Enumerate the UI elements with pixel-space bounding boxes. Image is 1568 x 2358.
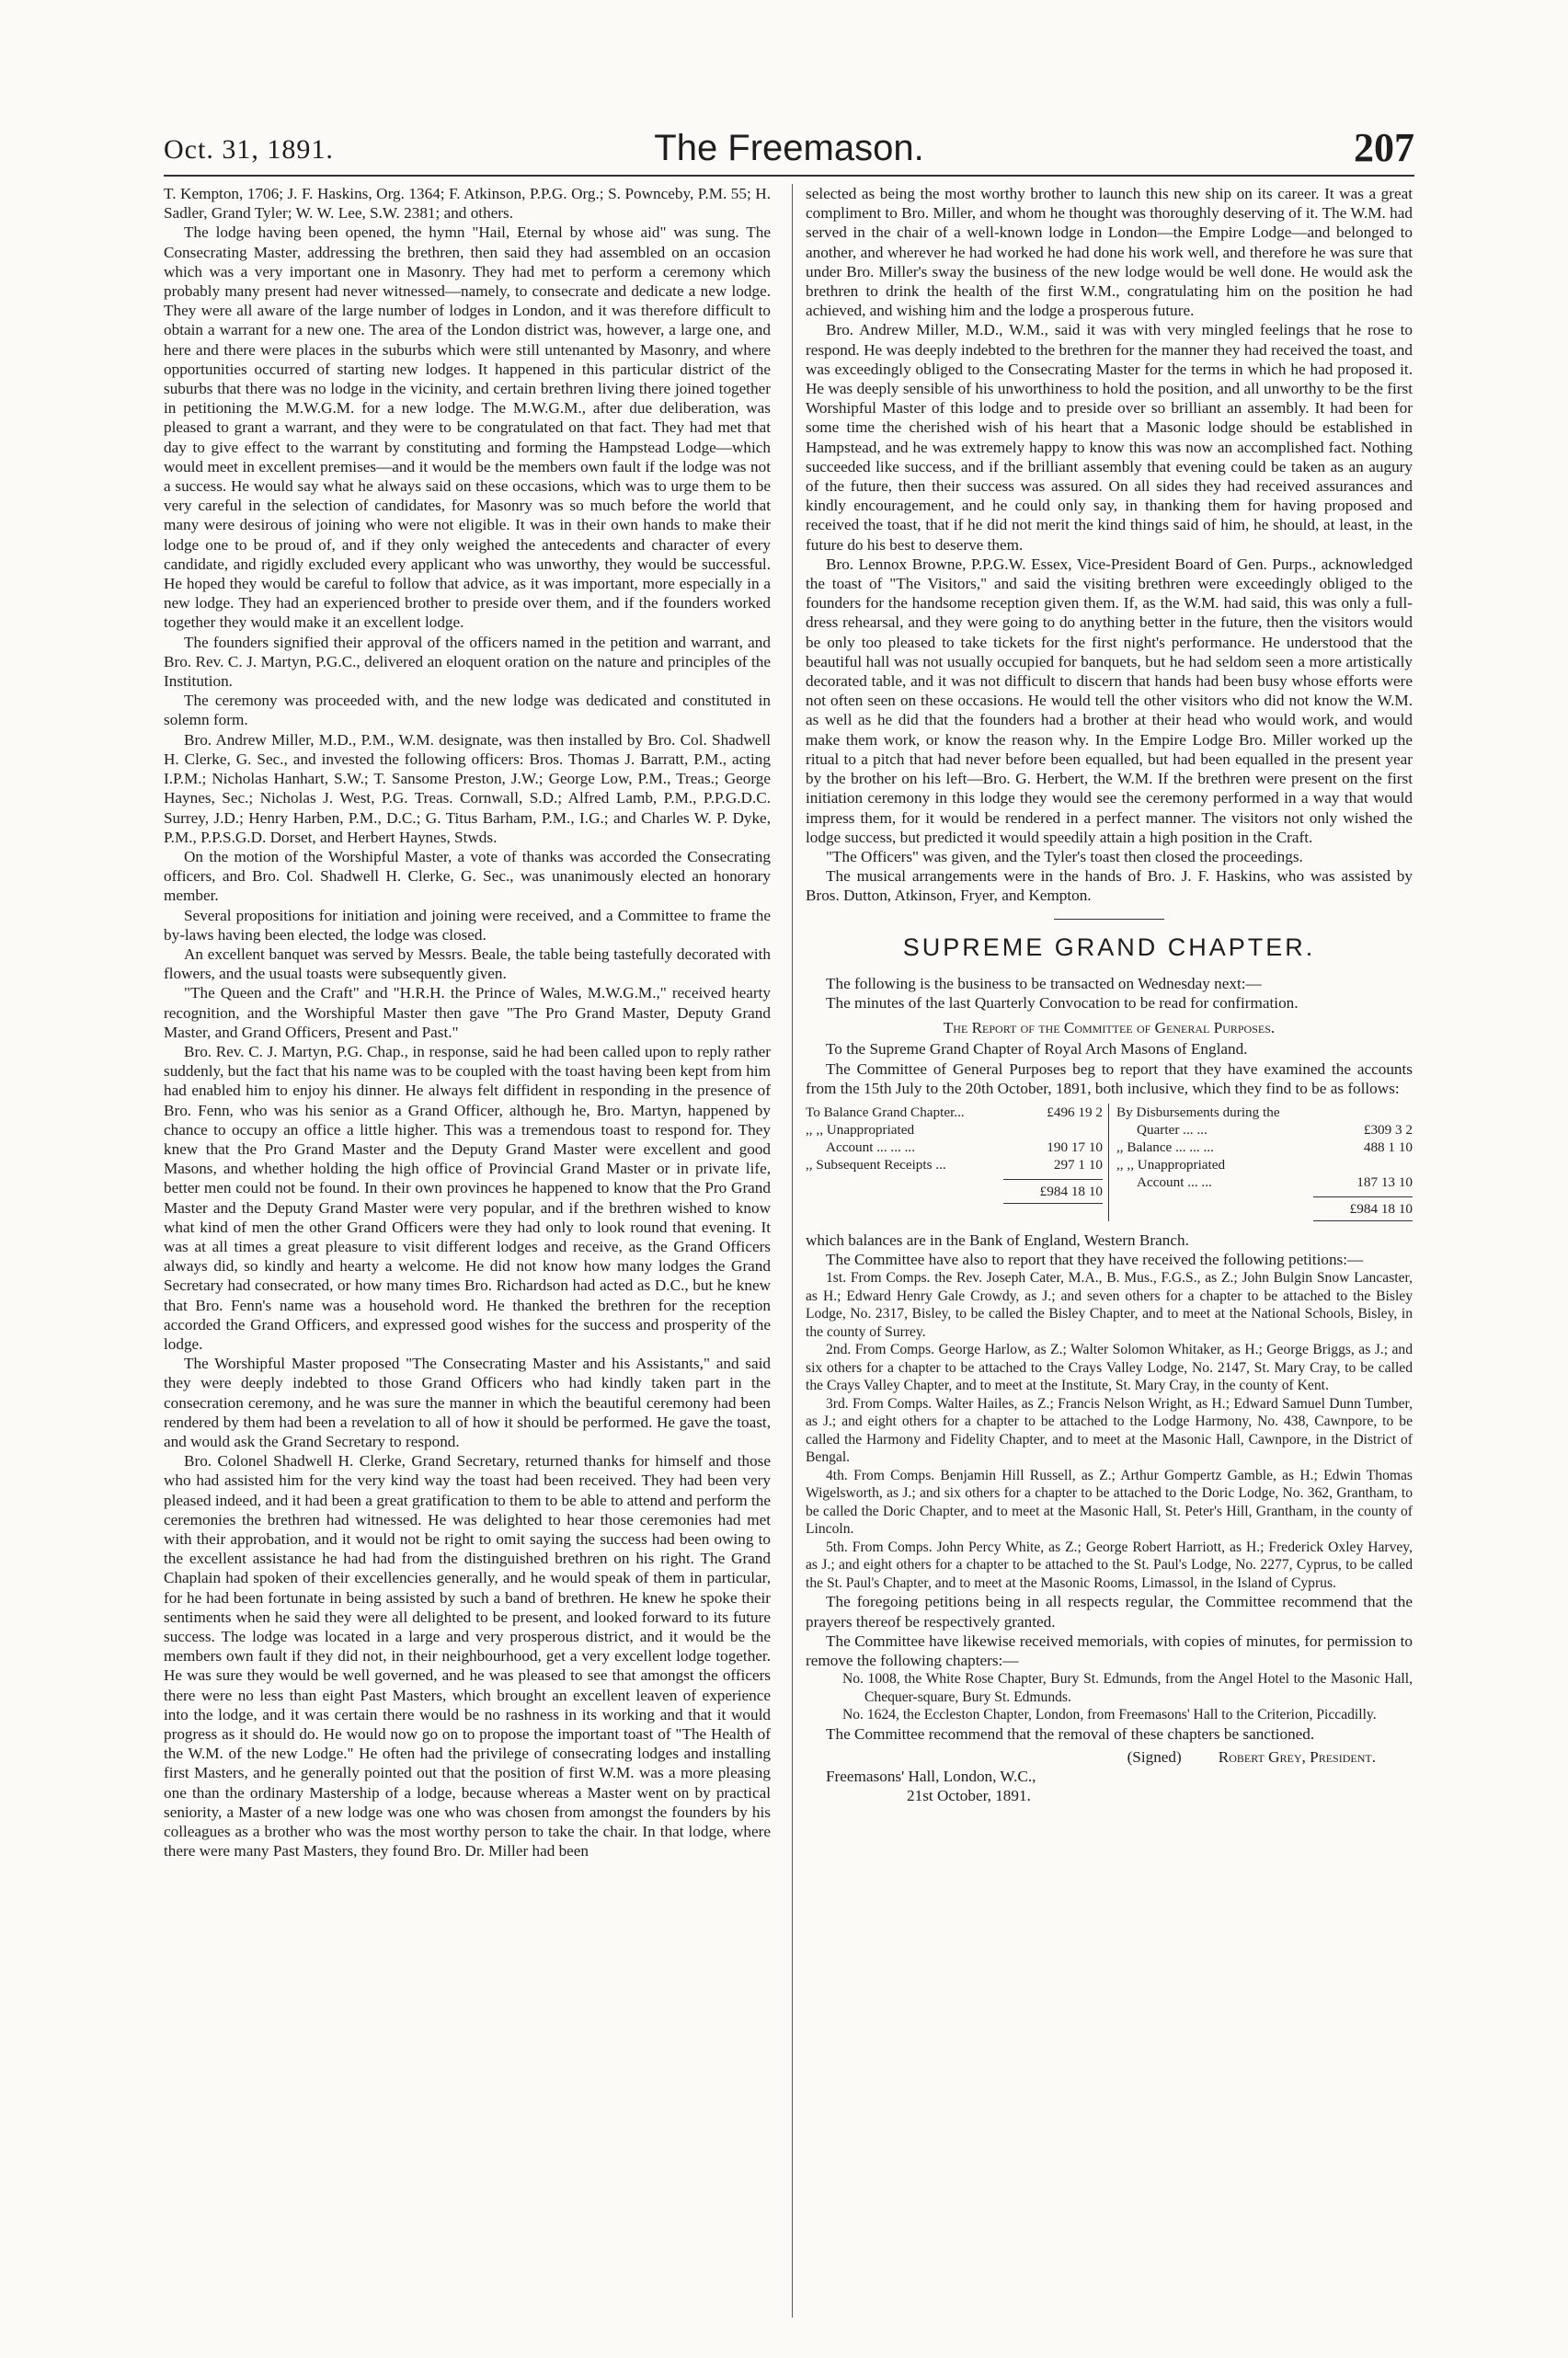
article-paragraph: selected as being the most worthy brother to launch this new ship on its career. It was a great compliment to Bro. Miller, and whom he thought was thoroughly deserving of it. The W.M. had served in the chair of a well-known lodge in London—the Empire Lodge—and belonged to another, and wherever he had worked he had done his work well, and therefore he was sure that under Bro. Miller's sway the business of the new lodge would be well done. He would ask the brethren to drink the health of the first W.M., congratulating him on the position he had achieved, and wishing him and the lodge a prosperous future.: [806, 185, 1413, 320]
account-total: [806, 1179, 1103, 1204]
article-paragraph: Bro. Lennox Browne, P.P.G.W. Essex, Vice-President Board of Gen. Purps., acknowledged the toast of "The Visitors," and said the visiting brethren were exceedingly obliged to the founders for the handsome reception given them. If, as the W.M. had said, this was only a full-dress rehearsal, and they were going to do anything better in the future, then the visitors would be only too pleased to take tickets for the first night's performance. He understood that the beautiful hall was not usually occupied for banquets, but he had seldom seen a more artistically decorated table, and it was not difficult to discern that hands had been busy whose efforts were not often seen on these occasions. He would tell the other visitors who did not know the W.M. as well as he did that the founders had a brother at their head who would work, and would make them work, or know the reason why. In the Empire Lodge Bro. Miller worked up the ritual to a pitch that had never before been equalled, but had been equalled in the present year by the brother on his left—Bro. G. Herbert, the W.M. If the brethren were present on the first initiation ceremony in this lodge they would see the ceremony performed in a way that would impress them, for it would be rendered in a perfect manner. The visitors not only wished the lodge success, but predicted it would speedily attain a high position in the Craft.: [806, 555, 1413, 846]
report-paragraph: The Committee have also to report that they have received the following petitions:—: [826, 1251, 1364, 1269]
account-amount: 488 1 10: [1363, 1139, 1413, 1155]
article-paragraph: On the motion of the Worshipful Master, a vote of thanks was accorded the Consecrating officers, and Bro. Col. Shadwell H. Clerke, G. Sec., was unanimously elected an honorary member.: [164, 847, 771, 905]
accounts-disbursements: [1109, 1104, 1413, 1221]
section-heading: SUPREME GRAND CHAPTER.: [902, 933, 1316, 961]
report-date: 21st October, 1891.: [907, 1787, 1031, 1805]
report-title: The Report of the Committee of General Purposes.: [943, 1019, 1276, 1037]
account-amount: 190 17 10: [1047, 1139, 1103, 1155]
account-amount: [1313, 1156, 1413, 1173]
petition-item: 2nd. From Comps. George Harlow, as Z.; Walter Solomon Whitaker, as H.; George Briggs, as J.; and six others for a chapter to be attached to the Crays Valley Lodge, No. 2147, St. Mary Cray, to be called the Crays Valley Chapter, and to meet at the Institute, St. Mary Cray, in the county of Kent.: [806, 1342, 1413, 1394]
account-amount: £496 19 2: [1047, 1104, 1103, 1120]
account-row: [1116, 1139, 1413, 1156]
report-paragraph: The Committee have likewise received memorials, with copies of minutes, for permission to remove the following chapters:—: [806, 1631, 1413, 1669]
account-label: ,, Subsequent Receipts ...: [806, 1156, 946, 1173]
account-label: Quarter ... ...: [1137, 1121, 1207, 1138]
article-paragraph: "The Officers" was given, and the Tyler's toast then closed the proceedings.: [826, 847, 1303, 865]
account-label: ,, ,, Unappropriated: [1116, 1156, 1226, 1173]
article-paragraph: Bro. Rev. C. J. Martyn, P.G. Chap., in response, said he had been called upon to reply rather suddenly, but the fact that his name was to be coupled with the toast having been kept from him had enabled him to enjoy his dinner. He always felt diffident in responding in the presence of Bro. Fenn, who was his senior as a Grand Officer, although he, Bro. Martyn, happened by chance to occupy an office a little higher. This was a tremendous toast to respond for. They knew that the Pro Grand Master and the Deputy Grand Master were excellent and good Masons, and whether holding the high office of Provincial Grand Master or in private life, better men could not be found. In their own provinces he happened to know that the Pro Grand Master and the Deputy Grand Master were very popular, and if the brethren wished to know what kind of men the other Grand Officers were they had only to look round that evening. It was at all times a great pleasure to visit different lodges and receive, as the Grand Officers always did, so kindly and hearty a welcome. He did not know how many lodges the Grand Secretary had consecrated, or how many times Bro. Richardson had acted as D.C., but he knew that Bro. Fenn's name was a household word. He thanked the brethren for the reception accorded the Grand Officers, and expressed good wishes for the success and prosperity of the lodge.: [164, 1042, 771, 1353]
signatory-name: Robert Grey, President.: [1218, 1747, 1376, 1766]
column-divider: [792, 184, 793, 2318]
article-paragraph: Bro. Colonel Shadwell H. Clerke, Grand Secretary, returned thanks for himself and those who had assisted him for the very kind way the toast had been received. They had been very pleased indeed, and it had been a great gratification to them to be able to attend and perform the ceremonies the brethren had witnessed. He was delighted to hear those ceremonies had met with their approbation, and it would not be right to omit saying the success had been owing to the excellent assistance he had had from the distinguished brethren on his right. The Grand Chaplain had spoken of their excellencies generally, and he would speak of them in particular, for he had been fortunate in being assisted by such a band of brethren. He knew he spoke their sentiments when he said they were all delighted to be present, and looked forward to its future success. The lodge was located in a large and very prosperous district, and it would be the members own fault if they did not, in their neighbourhood, get a very excellent lodge together. He was sure they would be well governed, and he was pleased to see that amongst the officers there were no less than eight Past Masters, which brought an excellent leaven of experience into the lodge, and it was certain there would be no rashness in its working and that it would progress as it should do. He would now go on to propose the important toast of "The Health of the W.M. of the new Lodge." He often had the privilege of consecrating lodges and installing first Masters, and he generally pointed out that the position of first W.M. was a more pleasing one than the ordinary Mastership of a lodge, because whereas a Master went on by practical seniority, a Master of a new lodge was one who was chosen from amongst the founders by his colleagues as a brother who was the most worthy person to take the chair. In that lodge, where there were many Past Masters, they found Bro. Dr. Miller had been: [164, 1452, 771, 1860]
account-label: ,, Balance ... ... ...: [1116, 1139, 1214, 1155]
account-label: Account ... ... ...: [826, 1139, 916, 1155]
masthead: [164, 120, 1414, 171]
account-row: [806, 1139, 1103, 1156]
account-amount: [1003, 1121, 1103, 1139]
account-amount: £309 3 2: [1363, 1121, 1413, 1138]
report-paragraph: which balances are in the Bank of England, Western Branch.: [806, 1231, 1189, 1249]
article-paragraph: The lodge having been opened, the hymn "Hail, Eternal by whose aid" was sung. The Consecrating Master, addressing the brethren, then said they had assembled on an occasion which was a very important one in Masonry. They had met to perform a ceremony which probably many present had never witnessed—namely, to consecrate and dedicate a new lodge. They were all aware of the large number of lodges in London, and it was therefore difficult to obtain a warrant for a new one. The area of the London district was, however, a large one, and here and there were places in the suburbs which were still untenanted by Masonry, and where opportunities occurred of starting new lodges. It happened in this particular district of the suburbs that there was no lodge in the vicinity, and certain brethren living there joined together in petitioning the M.W.G.M. for a new lodge. The M.W.G.M., after due deliberation, was pleased to grant a warrant, and they were to be congratulated on that fact. They had met that day to give effect to the warrant by constituting and forming the Hampstead Lodge—which would meet in excellent premises—and it would be the members own fault if the lodge was not a success. He would say what he always said on these occasions, which was to urge them to be very careful in the selection of candidates, for Masonry was so much before the world that many were desirous of joining who were not eligible. It was in their own hands to make their lodge one to be proud of, and if they only weighed the antecedents and character of every candidate, and rigidly excluded every applicant who was unworthy, they would be successful. He hoped they would be careful to follow that advice, as it was important, more especially in a new lodge. They had an experienced brother to preside over them, and if the founders worked together they would make it an excellent lodge.: [164, 223, 771, 632]
accounts-table: [806, 1104, 1413, 1221]
chapter-intro: The following is the business to be transacted on Wednesday next:—: [826, 974, 1262, 992]
article-paragraph: "The Queen and the Craft" and "H.R.H. the Prince of Wales, M.W.G.M.," received hearty recognition, and the Worshipful Master then gave "The Pro Grand Master, Deputy Grand Master, and Grand Officers, Present and Past.": [164, 984, 771, 1041]
petition-list: [806, 1269, 1413, 1592]
account-label: To Balance Grand Chapter...: [806, 1104, 965, 1120]
chapter-intro: The minutes of the last Quarterly Convocation to be read for confirmation.: [826, 993, 1299, 1012]
petition-item: 1st. From Comps. the Rev. Joseph Cater, M.A., B. Mus., F.G.S., as Z.; John Bulgin Snow Lancaster, as H.; Edward Henry Gale Crowdy, as J.; and seven others for a chapter to be attached to the Bisley Lodge, No. 2317, Bisley, to be called the Bisley Chapter, and to meet at the National Schools, Bisley, in the county of Surrey.: [806, 1270, 1413, 1340]
right-column: [806, 184, 1413, 2336]
signature-line: [806, 1747, 1413, 1767]
report-place: Freemasons' Hall, London, W.C.,: [826, 1768, 1036, 1786]
account-amount: [1313, 1104, 1413, 1121]
masthead-rule: [164, 175, 1414, 177]
left-column: [164, 184, 771, 2336]
article-paragraph: Bro. Andrew Miller, M.D., P.M., W.M. designate, was then installed by Bro. Col. Shadwell H. Clerke, G. Sec., and invested the following officers: Bros. Thomas J. Barratt, P.M., acting I.P.M.; Nicholas Hanhart, S.W.; T. Sansome Preston, J.W.; George Low, P.M., Treas.; George Haynes, Sec.; Nicholas J. West, P.G. Treas. Cornwall, S.D.; Alfred Lamb, P.M., P.P.G.D.C. Surrey, J.D.; Henry Harben, P.M., D.C.; G. Titus Barham, P.M., I.G.; and Charles W. P. Dyke, P.M., P.P.S.G.D. Dorset, and Herbert Haynes, Stwds.: [164, 730, 771, 846]
accounts-receipts: [806, 1104, 1109, 1221]
account-row: [1116, 1156, 1413, 1173]
page-number: 207: [1354, 125, 1414, 170]
account-amount: 297 1 10: [1053, 1156, 1103, 1173]
article-paragraph: An excellent banquet was served by Messrs. Beale, the table being tastefully decorated with flowers, and the usual toasts were subsequently given.: [164, 944, 771, 983]
removal-item: No. 1008, the White Rose Chapter, Bury St. Edmunds, from the Angel Hotel to the Masonic Hall, Chequer-square, Bury St. Edmunds.: [842, 1671, 1413, 1705]
account-row: [1116, 1121, 1413, 1139]
petition-item: 3rd. From Comps. Walter Hailes, as Z.; Francis Nelson Wright, as H.; Edward Samuel Dunn Tumber, as J.; and eight others for a chapter to be attached to the Lodge Harmony, No. 438, Cawnpore, to be called the Harmony and Fidelity Chapter, and to meet at the Masonic Hall, Cawnpore, in the District of Bengal.: [806, 1395, 1413, 1466]
account-total-amount: £984 18 10: [1313, 1196, 1413, 1221]
report-paragraph: The Committee recommend that the removal of these chapters be sanctioned.: [826, 1724, 1315, 1743]
account-label: Account ... ...: [1137, 1173, 1212, 1190]
account-row: [806, 1121, 1103, 1139]
account-row: [1116, 1104, 1413, 1121]
removal-item: No. 1624, the Eccleston Chapter, London, from Freemasons' Hall to the Criterion, Piccadilly.: [842, 1707, 1377, 1723]
section-rule: [1054, 919, 1164, 920]
account-total-amount: £984 18 10: [1003, 1179, 1103, 1204]
account-total: [1116, 1196, 1413, 1221]
account-row: [1116, 1173, 1413, 1191]
issue-date: Oct. 31, 1891.: [164, 134, 334, 165]
account-label: By Disbursements during the: [1116, 1104, 1280, 1120]
account-row: [806, 1104, 1103, 1121]
report-paragraph: To the Supreme Grand Chapter of Royal Arch Masons of England.: [826, 1040, 1248, 1059]
publication-title: The Freemason.: [654, 128, 924, 168]
report-paragraph: The Committee of General Purposes beg to report that they have examined the accounts from the 15th July to the 20th October, 1891, both inclusive, which they find to be as follows:: [806, 1059, 1413, 1097]
removal-list: [806, 1670, 1413, 1724]
account-label: ,, ,, Unappropriated: [806, 1121, 915, 1138]
signed-label: (Signed): [1127, 1747, 1182, 1766]
article-paragraph: Bro. Andrew Miller, M.D., W.M., said it was with very mingled feelings that he rose to respond. He was deeply indebted to the brethren for the manner they had received the toast, and was exceedingly obliged to the Consecrating Master for the terms in which he had proposed it. He was deeply sensible of his unworthiness to hold the position, and all unworthy to be the first Worshipful Master of this lodge and to preside over so brilliant an assembly. It had been for some time the cherished wish of his heart that a Masonic lodge should be established in Hampstead, and he was extremely happy to know this was now an accomplished fact. Nothing succeeded like success, and if the brilliant assembly that evening could be taken as an augury of the future, then their success was assured. On all sides they had received assurances and kindly encouragement, and he could only say, in thanking them for having proposed and received the toast, that if he did not merit the kind things said of him, he should, at least, in the future do his best to deserve them.: [806, 321, 1413, 554]
account-amount: 187 13 10: [1356, 1173, 1413, 1190]
petition-item: 4th. From Comps. Benjamin Hill Russell, as Z.; Arthur Gompertz Gamble, as H.; Edwin Thomas Wigelsworth, as J.; and six others for a chapter to be attached to the Doric Lodge, No. 362, Grantham, to be called the Doric Chapter, and to meet at the Masonic Hall, St. Peter's Hill, Grantham, in the county of Lincoln.: [806, 1467, 1413, 1538]
article-paragraph: Several propositions for initiation and joining were received, and a Committee to frame the by-laws having been elected, the lodge was closed.: [164, 906, 771, 944]
petition-item: 5th. From Comps. John Percy White, as Z.; George Robert Harriott, as H.; Frederick Oxley Harvey, as J.; and eight others for a chapter to be attached to the St. Paul's Lodge, No. 2277, Cyprus, to be called the St. Paul's Chapter, and to meet at the Masonic Rooms, Limassol, in the Island of Cyprus.: [806, 1539, 1413, 1591]
report-paragraph: The foregoing petitions being in all respects regular, the Committee recommend that the prayers thereof be respectively granted.: [806, 1593, 1413, 1631]
article-paragraph: The founders signified their approval of the officers named in the petition and warrant, and Bro. Rev. C. J. Martyn, P.G.C., delivered an eloquent oration on the nature and principles of the Institution.: [164, 633, 771, 691]
article-paragraph: The Worshipful Master proposed "The Consecrating Master and his Assistants," and said they were deeply indebted to those Grand Officers who had kindly taken part in the consecration ceremony, and he was sure the manner in which the beautiful ceremony had been rendered by them had been a revelation to all of how it should be performed. He gave the toast, and would ask the Grand Secretary to respond.: [164, 1355, 771, 1450]
article-paragraph: T. Kempton, 1706; J. F. Haskins, Org. 1364; F. Atkinson, P.P.G. Org.; S. Pownceby, P.M. 55; H. Sadler, Grand Tyler; W. W. Lee, S.W. 2381; and others.: [164, 185, 771, 223]
account-row: [806, 1156, 1103, 1173]
article-paragraph: The ceremony was proceeded with, and the new lodge was dedicated and constituted in solemn form.: [164, 692, 771, 729]
article-paragraph: The musical arrangements were in the hands of Bro. J. F. Haskins, who was assisted by Bros. Dutton, Atkinson, Fryer, and Kempton.: [806, 867, 1413, 905]
